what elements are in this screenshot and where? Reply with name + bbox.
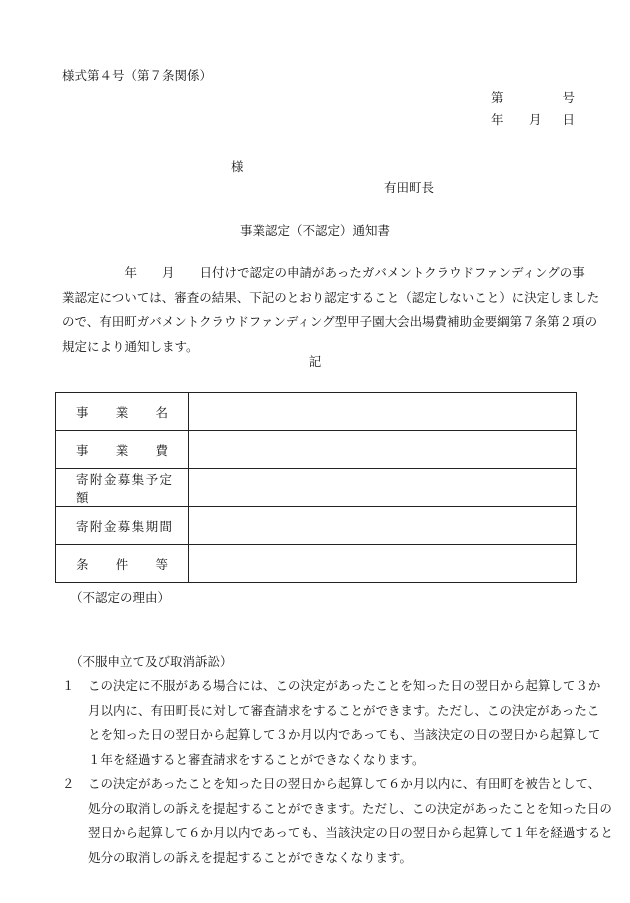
clause-line: 処分の取消しの訴えを提起することができなくなります。 <box>88 849 413 865</box>
ki-heading: 記 <box>308 354 322 369</box>
clause-number: ２ <box>62 776 75 791</box>
table-row <box>56 545 577 583</box>
clause-line: １年を経過すると審査請求をすることができなくなります。 <box>88 751 425 767</box>
document-title: 事業認定（不認定）通知書 <box>239 223 390 238</box>
row-label-donation-period: 寄附金募集期間 <box>56 507 189 545</box>
body-paragraph <box>62 261 600 359</box>
clause-line: 月以内に、有田町長に対して審査請求をすることができます。ただし、この決定があったこ <box>88 702 600 718</box>
issue-number-suffix: 号 <box>562 90 575 105</box>
issue-number-prefix: 第 <box>491 90 504 105</box>
row-value-donation-target[interactable] <box>189 469 577 507</box>
appeal-heading: （不服申立て及び取消訴訟） <box>70 654 233 669</box>
row-value-project-cost[interactable] <box>189 431 577 469</box>
table-row <box>56 469 577 507</box>
row-value-conditions[interactable] <box>189 545 577 583</box>
date-month: 月 <box>529 112 542 127</box>
date-day: 日 <box>562 112 575 127</box>
clause-line: 翌日から起算して６か月以内であっても、当該決定の日の翌日から起算して１年を経過すると <box>88 825 613 840</box>
clause-line: この決定があったことを知った日の翌日から起算して６か月以内に、有田町を被告として、 <box>88 776 601 791</box>
clause-number: １ <box>62 678 75 693</box>
table-row <box>56 431 577 469</box>
clause-line: 処分の取消しの訴えを提起することができます。ただし、この決定があったことを知った日の <box>88 800 612 816</box>
row-label-project-name: 事業名 <box>56 393 189 431</box>
appeal-clause <box>62 674 601 772</box>
form-number: 様式第４号（第７条関係） <box>62 68 213 83</box>
recipient-honorific: 様 <box>231 159 244 174</box>
table-row <box>56 393 577 431</box>
row-value-project-name[interactable] <box>189 393 577 431</box>
body-line: 規定により通知します。 <box>62 338 199 354</box>
body-line: ので、有田町ガバメントクラウドファンディング型甲子園大会出場費補助金要綱第７条第２項の <box>62 314 598 329</box>
disapproval-reason-label: （不認定の理由） <box>70 590 171 605</box>
row-value-donation-period[interactable] <box>189 507 577 545</box>
table-row <box>56 507 577 545</box>
sender-name: 有田町長 <box>384 180 435 195</box>
date-year: 年 <box>491 112 504 127</box>
body-line: 業認定については、審査の結果、下記のとおり認定すること（認定しないこと）に決定しました <box>62 289 600 305</box>
appeal-clause <box>62 772 613 870</box>
row-label-conditions: 条件等 <box>56 545 189 583</box>
row-label-project-cost: 事業費 <box>56 431 189 469</box>
body-line: 年 月 日付けで認定の申請があったガバメントクラウドファンディングの事 <box>62 265 585 280</box>
project-table <box>55 392 577 583</box>
clause-line: とを知った日の翌日から起算して３か月以内であっても、当該決定の日の翌日から起算して <box>88 727 601 742</box>
appeal-clauses <box>62 674 613 870</box>
row-label-donation-target: 寄附金募集予定額 <box>56 469 189 507</box>
clause-line: この決定に不服がある場合には、この決定があったことを知った日の翌日から起算して３か <box>88 678 601 693</box>
